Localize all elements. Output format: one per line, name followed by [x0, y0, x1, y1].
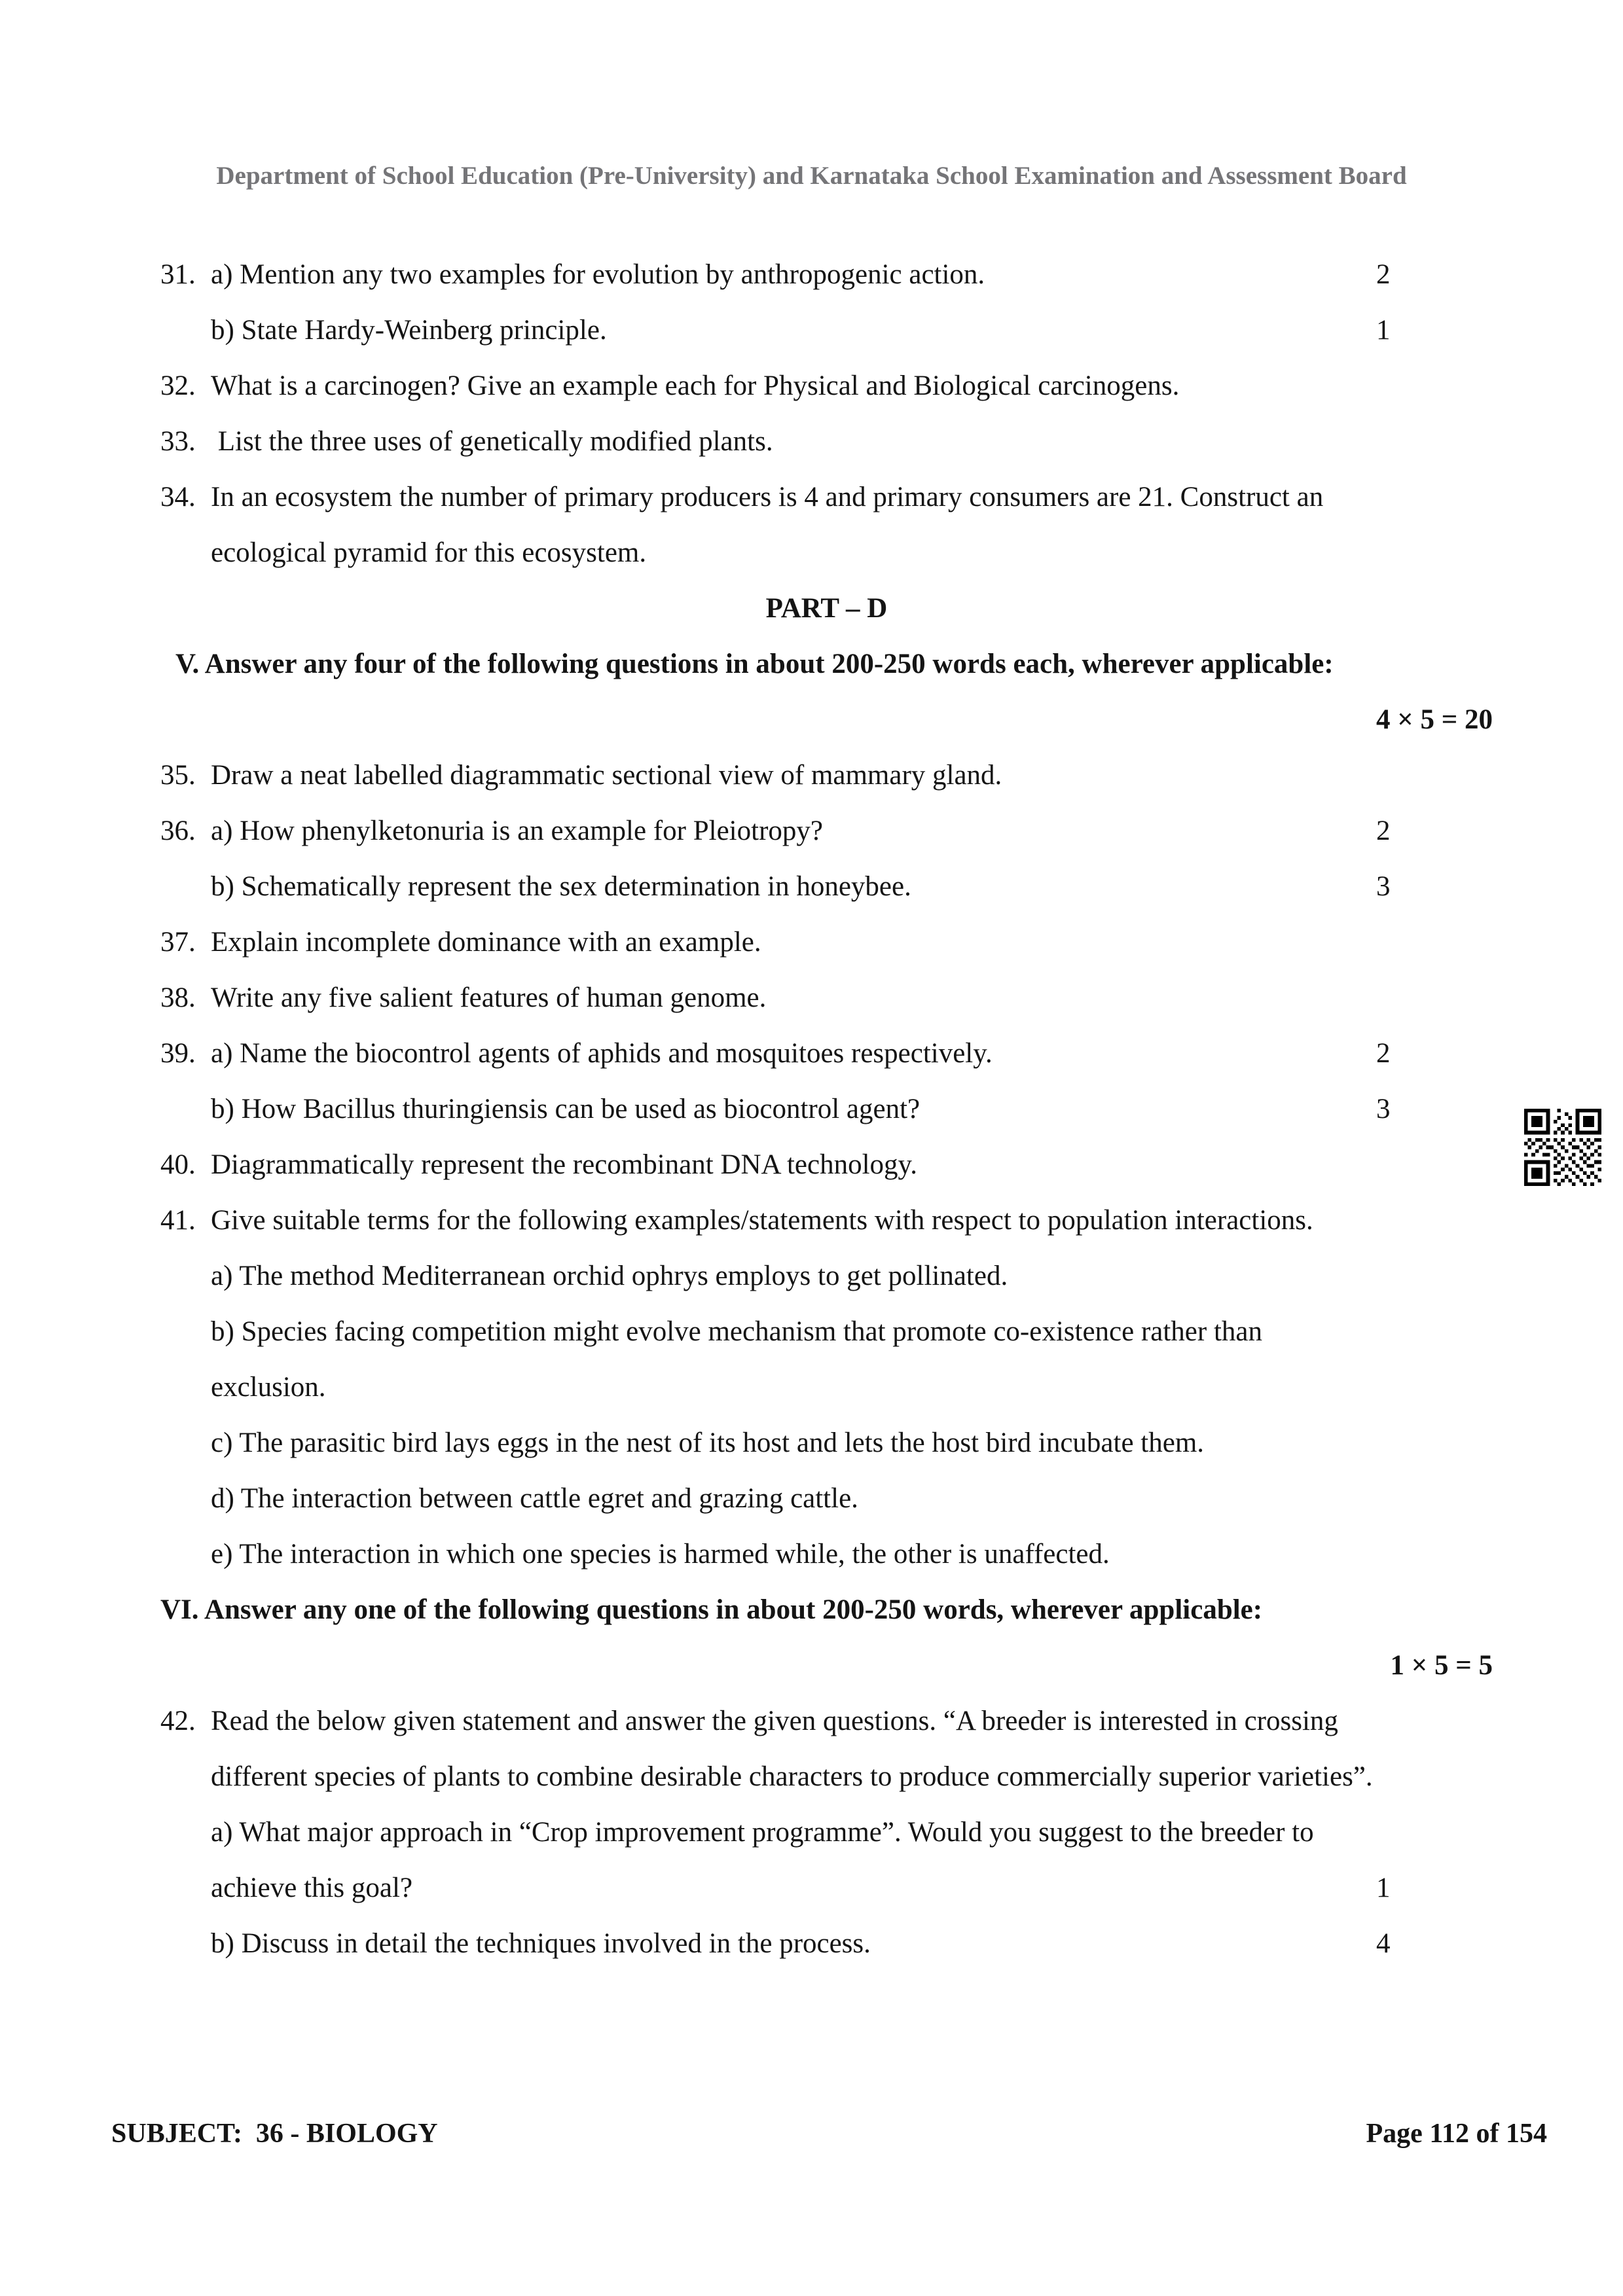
question-number: 36.	[160, 816, 196, 846]
question-40	[160, 1137, 1493, 1193]
question-text: c) The parasitic bird lays eggs in the nest of its host and lets the host bird incubate them.	[211, 1427, 1205, 1458]
question-text: Read the below given statement and answer the given questions. “A breeder is interested in crossing	[211, 1706, 1338, 1736]
question-number: 42.	[160, 1706, 196, 1736]
question-list	[160, 247, 1493, 1971]
question-41b	[160, 1304, 1493, 1359]
question-number: 35.	[160, 760, 196, 791]
question-text: exclusion.	[211, 1372, 326, 1403]
question-number: 37.	[160, 927, 196, 958]
page-footer	[111, 2106, 1547, 2162]
question-number: 32.	[160, 370, 196, 401]
question-text: Write any five salient features of human genome.	[211, 982, 767, 1013]
question-number: 39.	[160, 1038, 196, 1069]
marks-value: 4	[1376, 1928, 1391, 1959]
question-text: a) The method Mediterranean orchid ophrys employs to get pollinated.	[211, 1261, 1008, 1291]
marks-value: 2	[1376, 816, 1391, 846]
question-37	[160, 914, 1493, 970]
question-33	[160, 414, 1493, 469]
question-text: Give suitable terms for the following examples/statements with respect to population interactions.	[211, 1205, 1313, 1236]
question-text: e) The interaction in which one species is harmed while, the other is unaffected.	[211, 1539, 1110, 1570]
section-v-marks-scheme: 4 × 5 = 20	[1376, 704, 1493, 735]
question-41c	[160, 1415, 1493, 1471]
question-number: 38.	[160, 982, 196, 1013]
question-38	[160, 970, 1493, 1026]
question-42a	[160, 1804, 1493, 1860]
question-41d	[160, 1471, 1493, 1526]
question-text: b) Schematically represent the sex determination in honeybee.	[211, 871, 911, 902]
question-41a	[160, 1248, 1493, 1304]
question-text: Draw a neat labelled diagrammatic sectional view of mammary gland.	[211, 760, 1002, 791]
instruction-text: V. Answer any four of the following questions in about 200-250 words each, wherever applicable:	[175, 649, 1334, 679]
question-36b	[160, 859, 1493, 914]
question-text: a) Name the biocontrol agents of aphids and mosquitoes respectively.	[211, 1038, 993, 1069]
footer-page-number: Page 112 of 154	[1366, 2119, 1547, 2149]
board-header: Department of School Education (Pre-University) and Karnataka School Examination and Assessment Board	[216, 162, 1407, 190]
question-34	[160, 469, 1493, 525]
footer-subject: SUBJECT: 36 - BIOLOGY	[111, 2119, 438, 2149]
marks-value: 2	[1376, 259, 1391, 290]
question-text: What is a carcinogen? Give an example each for Physical and Biological carcinogens.	[211, 370, 1180, 401]
question-text: a) How phenylketonuria is an example for Pleiotropy?	[211, 816, 823, 846]
question-text: Explain incomplete dominance with an example.	[211, 927, 761, 958]
question-31b	[160, 302, 1493, 358]
question-35	[160, 747, 1493, 803]
marks-value: 1	[1376, 1873, 1391, 1903]
question-number: 31.	[160, 259, 196, 290]
question-text: a) Mention any two examples for evolution by anthropogenic action.	[211, 259, 985, 290]
section-vi-marks-scheme: 1 × 5 = 5	[1390, 1650, 1493, 1681]
question-42b	[160, 1916, 1493, 1971]
question-text: different species of plants to combine desirable characters to produce commercially superior varieties”.	[211, 1761, 1373, 1792]
question-34-continued	[160, 525, 1493, 581]
part-d-title: PART – D	[765, 593, 888, 624]
marks-value: 2	[1376, 1038, 1391, 1069]
question-text: b) Discuss in detail the techniques involved in the process.	[211, 1928, 871, 1959]
question-42	[160, 1693, 1493, 1749]
qr-code-icon	[1524, 1109, 1601, 1186]
question-text: b) Species facing competition might evolve mechanism that promote co-existence rather than	[211, 1316, 1262, 1347]
question-text: d) The interaction between cattle egret and grazing cattle.	[211, 1483, 858, 1514]
question-39a	[160, 1026, 1493, 1081]
question-number: 40.	[160, 1149, 196, 1180]
section-vi-instruction	[160, 1582, 1493, 1638]
section-v-instruction	[160, 636, 1493, 692]
question-41b-continued	[160, 1359, 1493, 1415]
instruction-text: VI. Answer any one of the following questions in about 200-250 words, wherever applicable:	[160, 1594, 1263, 1625]
question-text: Diagrammatically represent the recombinant DNA technology.	[211, 1149, 918, 1180]
question-42a-continued	[160, 1860, 1493, 1916]
question-39b	[160, 1081, 1493, 1137]
question-text: achieve this goal?	[211, 1873, 413, 1903]
question-number: 33.	[160, 426, 196, 457]
question-42-continued	[160, 1749, 1493, 1804]
question-36a	[160, 803, 1493, 859]
question-text: a) What major approach in “Crop improvement programme”. Would you suggest to the breeder to	[211, 1817, 1314, 1848]
question-32	[160, 358, 1493, 414]
marks-value: 3	[1376, 871, 1391, 902]
question-number: 34.	[160, 482, 196, 512]
marks-value: 1	[1376, 315, 1391, 346]
question-text: b) State Hardy-Weinberg principle.	[211, 315, 607, 346]
marks-value: 3	[1376, 1094, 1391, 1124]
question-text: ecological pyramid for this ecosystem.	[211, 537, 647, 568]
question-text: List the three uses of genetically modified plants.	[211, 426, 773, 457]
question-number: 41.	[160, 1205, 196, 1236]
question-text: b) How Bacillus thuringiensis can be used as biocontrol agent?	[211, 1094, 921, 1124]
question-41	[160, 1193, 1493, 1248]
question-31a	[160, 247, 1493, 302]
question-41e	[160, 1526, 1493, 1582]
question-text: In an ecosystem the number of primary producers is 4 and primary consumers are 21. Construct an	[211, 482, 1324, 512]
